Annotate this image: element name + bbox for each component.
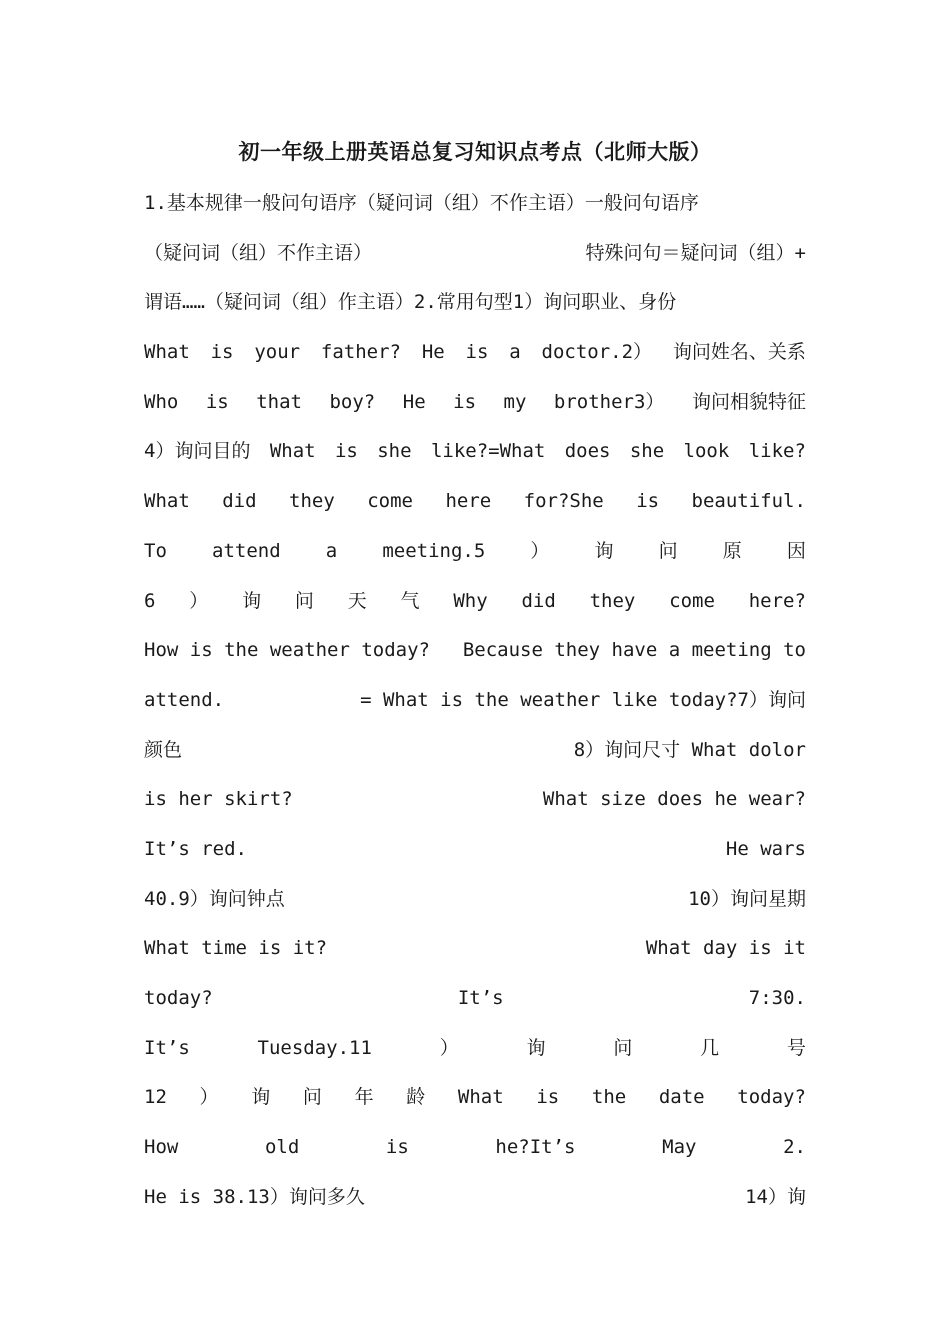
text-segment: beautiful.	[691, 490, 806, 513]
text-segment: is	[465, 341, 489, 364]
text-segment: Because they have a meeting to	[462, 639, 806, 662]
text-segment: 12	[144, 1086, 167, 1109]
text-segment: 因	[786, 539, 806, 562]
text-segment: It’s red.	[144, 837, 247, 860]
text-segment: He	[421, 341, 445, 364]
text-line	[144, 1173, 806, 1223]
text-segment: 10）询问星期	[688, 887, 806, 910]
text-line	[144, 676, 806, 726]
text-line	[144, 875, 806, 925]
text-segment: that	[256, 390, 302, 413]
text-segment: What	[144, 490, 190, 513]
text-segment: is	[205, 390, 229, 413]
text-segment: doctor.2）	[541, 341, 653, 364]
text-segment: 原	[722, 539, 742, 562]
text-segment: 询	[594, 539, 614, 562]
text-segment: look	[683, 440, 730, 463]
text-segment: attend.	[144, 688, 225, 711]
text-segment: May	[662, 1136, 697, 1159]
text-segment: did	[222, 490, 257, 513]
text-segment: meeting.5	[382, 539, 486, 562]
text-segment: It’s	[457, 987, 504, 1009]
text-segment: 询	[251, 1086, 271, 1109]
text-segment: like?	[748, 440, 806, 463]
text-segment: here?	[748, 589, 806, 612]
text-segment: he?It’s	[495, 1136, 576, 1159]
text-segment: What	[144, 341, 190, 364]
text-segment: father?	[320, 341, 401, 364]
text-segment: the	[591, 1086, 627, 1109]
text-segment: What	[269, 440, 316, 463]
text-segment: 谓语……（疑问词（组）作主语）2.常用句型1）询问职业、身份	[144, 291, 677, 314]
text-segment: ）	[189, 589, 209, 612]
text-line	[144, 626, 806, 676]
text-segment: brother3）	[553, 390, 665, 413]
text-segment: He	[402, 390, 426, 413]
text-segment: come	[367, 490, 413, 513]
text-line	[144, 427, 806, 477]
text-line	[144, 924, 806, 974]
text-line	[144, 775, 806, 825]
text-segment: 问	[658, 539, 678, 562]
text-segment: 问	[294, 589, 314, 612]
text-segment: she	[377, 440, 412, 463]
text-segment: （疑问词（组）不作主语）	[144, 241, 373, 264]
text-segment: Why	[453, 589, 488, 612]
text-segment: is	[385, 1136, 409, 1159]
text-segment: 询问姓名、关系	[672, 341, 806, 364]
text-line	[144, 1073, 806, 1123]
text-segment: How	[144, 1136, 179, 1159]
text-segment: today?	[737, 1086, 806, 1109]
text-segment: like?=What	[430, 440, 546, 463]
text-segment: What size does he wear?	[542, 788, 806, 811]
text-segment: is	[536, 1086, 560, 1109]
text-line	[144, 1123, 806, 1173]
text-segment: = What is the weather like today?7）询问	[360, 688, 806, 711]
text-line	[144, 527, 806, 577]
text-line	[144, 229, 806, 279]
text-segment: did	[521, 589, 556, 612]
text-line	[144, 278, 806, 328]
text-segment: 龄	[406, 1086, 426, 1109]
text-segment: they	[589, 589, 636, 612]
text-segment: 气	[400, 589, 420, 612]
text-segment: 询	[526, 1036, 546, 1059]
text-segment: Who	[144, 390, 179, 413]
text-segment: she	[629, 440, 665, 463]
text-segment: 问	[613, 1036, 633, 1059]
text-segment: today?	[144, 987, 213, 1009]
text-segment: a	[509, 341, 521, 364]
text-segment: 特殊问句＝疑问词（组）+	[585, 241, 806, 264]
text-segment: 2.	[783, 1136, 806, 1159]
text-segment: To	[144, 539, 167, 562]
text-segment: 14）询	[745, 1185, 806, 1208]
text-segment: 询问相貌特征	[691, 390, 806, 413]
text-segment: they	[289, 490, 335, 513]
text-segment: a	[325, 539, 338, 562]
text-segment: is	[636, 490, 660, 513]
text-segment: 询	[242, 589, 262, 612]
text-line	[144, 974, 806, 1024]
text-segment: What day is it	[645, 937, 806, 960]
text-segment: What time is it?	[144, 937, 328, 960]
text-segment: 颜色	[144, 738, 183, 761]
text-segment: is	[453, 390, 477, 413]
text-segment: How is the weather today?	[144, 639, 430, 662]
text-line	[144, 825, 806, 875]
text-segment: boy?	[329, 390, 376, 413]
text-segment: 6	[144, 589, 156, 612]
document-title: 初一年级上册英语总复习知识点考点（北师大版）	[238, 140, 712, 164]
text-segment: date	[658, 1086, 705, 1109]
text-segment: is her skirt?	[144, 788, 293, 811]
text-segment: ）	[439, 1036, 459, 1059]
text-segment: your	[254, 341, 301, 364]
text-segment: is	[334, 440, 358, 463]
text-segment: ）	[530, 539, 550, 562]
text-segment: here	[445, 490, 492, 513]
text-segment: It’s	[144, 1036, 190, 1059]
text-segment: 年	[354, 1086, 374, 1109]
text-segment: my	[503, 390, 527, 413]
text-segment: 问	[302, 1086, 322, 1109]
text-segment: He is 38.13）询问多久	[144, 1185, 365, 1208]
document-body	[144, 179, 806, 1222]
text-segment: Tuesday.11	[257, 1036, 372, 1059]
text-segment: What	[457, 1086, 504, 1109]
text-segment: ）	[199, 1086, 219, 1109]
text-segment: 4）询问目的	[144, 440, 251, 463]
text-line	[144, 1024, 806, 1074]
text-segment: 40.9）询问钟点	[144, 887, 285, 910]
text-line	[144, 328, 806, 378]
text-line	[144, 577, 806, 627]
text-segment: is	[210, 341, 234, 364]
text-segment: 8）询问尺寸 What dolor	[573, 738, 806, 761]
text-segment: 几	[700, 1036, 720, 1059]
text-segment: 1.基本规律一般问句语序（疑问词（组）不作主语）一般问句语序	[144, 192, 699, 214]
text-segment: old	[264, 1136, 300, 1159]
text-line	[144, 179, 806, 229]
text-segment: for?She	[523, 490, 604, 513]
text-segment: 天	[347, 589, 367, 612]
text-segment: attend	[212, 539, 281, 562]
text-line	[144, 477, 806, 527]
text-segment: does	[564, 440, 611, 463]
text-segment: 7:30.	[748, 987, 806, 1009]
text-segment: He wars	[725, 837, 806, 860]
text-line	[144, 726, 806, 776]
text-line	[144, 378, 806, 428]
text-segment: 号	[786, 1036, 806, 1059]
text-segment: come	[669, 589, 715, 612]
